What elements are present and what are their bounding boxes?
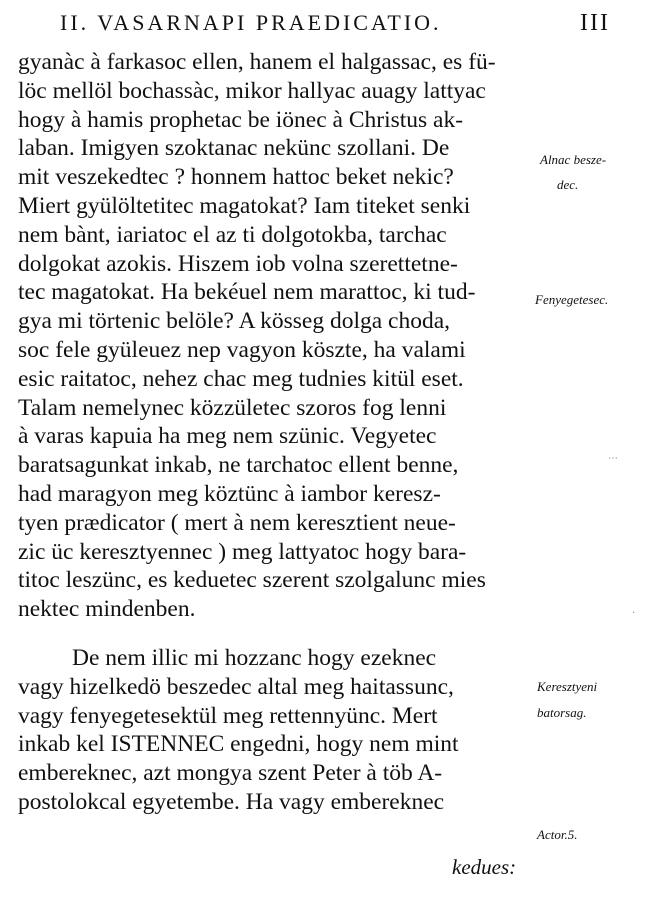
text-line: dolgokat azokis. Hiszem iob volna szerettetne- — [18, 250, 458, 277]
text-line: Miert gyülöltetitec magatokat? Iam titeket senki — [18, 192, 471, 219]
ink-smudge: · — [632, 608, 636, 619]
main-text — [18, 48, 538, 817]
paragraph-gap — [18, 624, 538, 644]
running-title: II. VASARNAPI PRAEDICATIO. — [60, 10, 442, 35]
margin-note: Actor.5. — [537, 827, 578, 842]
text-line: gyanàc à farkasoc ellen, hanem el halgassac, es fü- — [18, 49, 496, 75]
text-line: löc mellöl bochassàc, mikor hallyac auagy lattyac — [18, 77, 486, 104]
text-line: inkab kel ISTENNEC engedni, hogy nem mint — [18, 731, 459, 758]
text-line: baratsagunkat inkab, ne tarchatoc ellent benne, — [18, 452, 459, 479]
text-line: laban. Imigyen szoktanac nekünc szollani. De — [18, 135, 450, 162]
text-line: Talam nemelynec közzületec szoros fog lenni — [18, 394, 447, 421]
text-line: vagy fenyegetesektül meg rettennyünc. Mert — [18, 702, 438, 729]
page-header — [60, 2, 610, 42]
text-line: postolokcal egyetembe. Ha vagy embereknec — [18, 788, 445, 815]
margin-note: Keresztyeni — [537, 679, 598, 694]
text-line: De nem illic mi hozzanc hogy ezeknec — [72, 644, 437, 671]
margin-note: Fenyegetesec. — [535, 292, 609, 307]
text-line: titoc leszünc, es keduetec szerent szolgalunc mies — [18, 567, 486, 594]
text-line: à varas kapuia ha meg nem szünic. Vegyetec — [18, 423, 437, 450]
text-line: soc fele gyüleuez nep vagyon köszte, ha valami — [18, 336, 466, 363]
text-line: embereknec, azt mongya szent Peter à töb A- — [18, 760, 443, 787]
ink-smudge: ⋯ — [608, 453, 618, 464]
text-line: had maragyon meg köztünc à iambor keresz- — [18, 480, 441, 507]
text-line: nem bànt, iariatoc el az ti dolgotokba, tarchac — [18, 221, 447, 248]
text-line: vagy hizelkedö beszedec altal meg haitassunc, — [18, 673, 454, 700]
margin-note: batorsag. — [537, 705, 587, 720]
text-line: gya mi törtenic belöle? A kösseg dolga choda, — [18, 308, 451, 335]
text-line: tec magatokat. Ha bekéuel nem marattoc, ki tud- — [18, 279, 476, 306]
text-line: hogy à hamis prophetac be iönec à Christus ak- — [18, 106, 464, 133]
page-number: III — [580, 10, 610, 36]
margin-note: dec. — [557, 177, 579, 192]
margin-note: Alnac besze- — [540, 152, 607, 167]
text-line: tyen prædicator ( mert à nem keresztient neue- — [18, 509, 456, 536]
text-line: nektec mindenben. — [18, 596, 196, 623]
catchword: kedues: — [452, 855, 517, 879]
text-line: mit veszekedtec ? honnem hattoc beket nekic? — [18, 164, 454, 191]
text-line: zic üc keresztyennec ) meg lattyatoc hogy bara- — [18, 538, 467, 565]
text-line: esic raitatoc, nehez chac meg tudnies kitül eset. — [18, 365, 464, 392]
